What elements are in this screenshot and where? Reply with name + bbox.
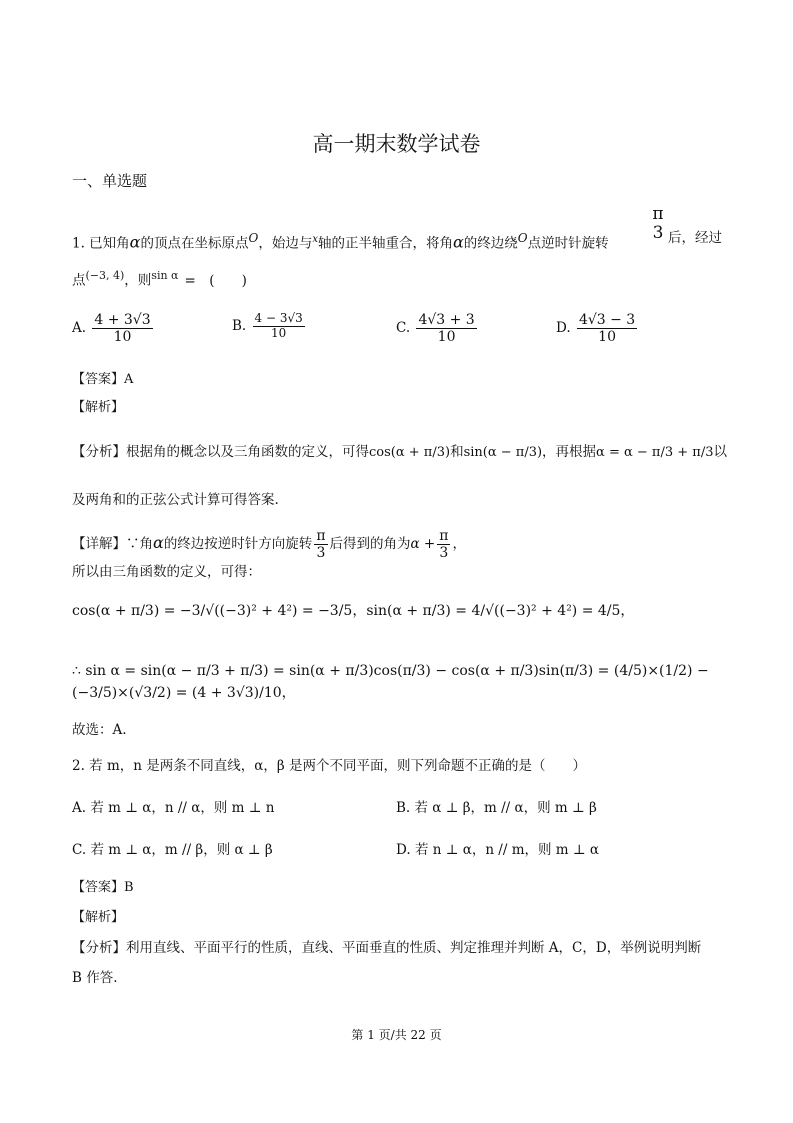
section-heading: 一、单选题	[72, 172, 148, 190]
option-text: 若 m ⊥ α，n // α，则 m ⊥ n	[90, 800, 275, 816]
page-title: 高一期末数学试卷	[312, 132, 481, 156]
option-label: B.	[396, 800, 411, 816]
q1-text: ，始边与	[258, 235, 313, 252]
option-label: D.	[396, 842, 411, 858]
detail-frac	[314, 528, 327, 561]
frac-den: 10	[113, 329, 132, 346]
option-d	[556, 312, 639, 345]
frac-num: 4 + 3√3	[94, 312, 151, 328]
frac-num: π	[439, 528, 449, 544]
frac-den: 10	[437, 329, 456, 346]
q1-text: 点逆时针旋转	[527, 235, 609, 252]
fenxi-text: ，再根据	[542, 444, 597, 460]
q1-text: 的终边绕	[463, 235, 518, 252]
option-text: 若 α ⊥ β，m // α，则 m ⊥ β	[414, 800, 597, 816]
q2-option-a	[72, 798, 274, 818]
page-footer: 第 1 页/共 22 页	[351, 1028, 442, 1042]
frac-den: 3	[316, 545, 326, 562]
q1-text: = ( )	[184, 272, 247, 289]
frac-den: 10	[598, 329, 616, 346]
fenxi-eq: α = α − π/3 + π/3	[596, 445, 714, 460]
fenxi-text: 和	[450, 444, 464, 460]
option-fraction	[253, 312, 305, 341]
q1-detail-line2: 所以由三角函数的定义，可得：	[72, 564, 261, 580]
fenxi-cos: cos(α + π/3)	[369, 445, 451, 460]
option-label: A.	[72, 800, 87, 816]
fenxi-text: 以	[713, 444, 727, 460]
q1-text: 点	[72, 272, 86, 289]
q1-x: x	[312, 234, 318, 245]
q1-text: 轴的正半轴重合，将角	[317, 235, 453, 252]
q1-choose: 故选：A.	[72, 722, 127, 738]
q1-fenxi-line2: 及两角和的正弦公式计算可得答案.	[72, 492, 279, 508]
detail-alpha-plus: α +	[410, 536, 436, 553]
q1-analysis-tag: 【解析】	[72, 400, 125, 415]
frac-num: 4√3 − 3	[578, 312, 636, 328]
q2-option-d	[396, 840, 599, 860]
option-label: B.	[232, 317, 247, 334]
option-text: 若 m ⊥ α，m // β，则 α ⊥ β	[90, 842, 273, 858]
q1-point: (−3, 4)	[85, 269, 125, 282]
q1-text: 的顶点在坐标原点	[140, 235, 249, 252]
frac-num: π	[652, 204, 664, 224]
q1-alpha: α	[129, 232, 141, 252]
detail-text: 后得到的角为	[329, 536, 411, 553]
detail-text: 【详解】∵角	[72, 536, 153, 553]
q2-analysis-tag: 【解析】	[72, 910, 125, 925]
option-fraction	[92, 312, 152, 345]
option-label: D.	[556, 320, 571, 337]
option-text: 若 n ⊥ α，n // m，则 m ⊥ α	[414, 842, 599, 858]
q1-origin: O	[248, 231, 259, 245]
q1-text: 1. 已知角	[72, 235, 130, 252]
q2-option-c	[72, 840, 273, 860]
q1-stem-line1	[72, 228, 609, 254]
q1-answer: 【答案】A	[72, 372, 134, 387]
q2-stem: 2. 若 m，n 是两条不同直线，α，β 是两个不同平面，则下列命题不正确的是（ ）	[72, 758, 586, 774]
frac-den: 3	[652, 223, 664, 243]
fenxi-text: 【分析】根据角的概念以及三角函数的定义，可得	[72, 444, 369, 460]
option-b	[232, 312, 307, 341]
detail-text: 的终边按逆时针方向旋转	[163, 536, 313, 553]
q1-equation-1: cos(α + π/3) = −3/√((−3)² + 4²) = −3/5，sin(α + π/3) = 4/√((−3)² + 4²) = 4/5，	[72, 603, 635, 619]
q1-rotation-fraction	[650, 205, 666, 243]
detail-frac	[437, 528, 450, 561]
option-a	[72, 312, 155, 345]
frac-num: 4 − 3√3	[254, 311, 303, 325]
q2-fenxi-line2: B 作答.	[72, 970, 118, 986]
q1-sin-alpha: sin α	[151, 269, 179, 282]
option-label: C.	[72, 842, 87, 858]
q1-detail-line1	[72, 528, 466, 561]
frac-num: 4√3 + 3	[418, 312, 475, 328]
option-fraction	[416, 312, 476, 345]
option-label: C.	[396, 320, 411, 337]
q1-fenxi-line1	[72, 442, 727, 463]
option-c	[396, 312, 479, 345]
q1-equation-2: ∴ sin α = sin(α − π/3 + π/3) = sin(α + π/3)cos(π/3) − cos(α + π/3)sin(π/3) = (4/5)×(1/2) − (−3/5)×(√3/2) = (4 + 3√3)/10，	[72, 663, 709, 701]
detail-alpha: α	[153, 533, 164, 553]
detail-text: ，	[452, 536, 466, 553]
q1-stem-line2	[72, 266, 247, 291]
q2-fenxi-line1: 【分析】利用直线、平面平行的性质，直线、平面垂直的性质、判定推理并判断 A，C，D，举例说明判断	[72, 940, 702, 956]
frac-den: 3	[439, 545, 449, 562]
frac-num: π	[316, 528, 326, 544]
option-label: A.	[72, 320, 87, 337]
q1-alpha: α	[452, 232, 464, 252]
fenxi-sin: sin(α − π/3)	[463, 445, 543, 460]
q1-text: ，则	[124, 272, 152, 289]
frac-den: 10	[270, 325, 287, 340]
q2-option-b	[396, 798, 597, 818]
q1-origin: O	[517, 231, 528, 245]
q1-stem-tail: 后，经过	[668, 230, 722, 246]
option-fraction	[577, 312, 637, 345]
q2-answer: 【答案】B	[72, 880, 134, 895]
